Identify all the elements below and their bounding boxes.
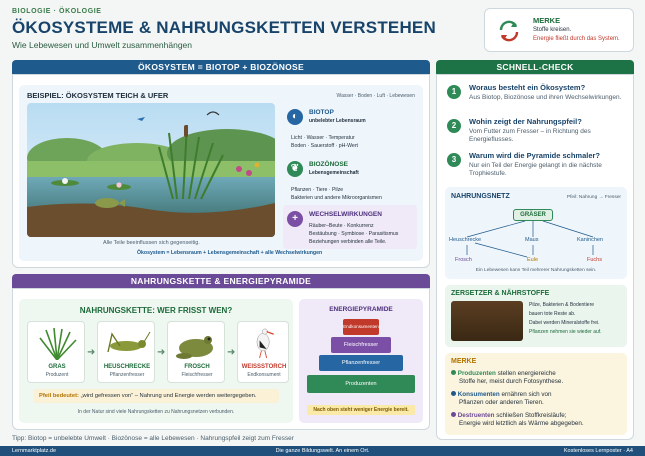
decomposer-title: ZERSETZER & NÄHRSTOFFE: [451, 290, 550, 297]
decomposer-line2: bauen tote Reste ab.: [529, 311, 576, 317]
pyramid-note: Nach oben steht weniger Energie bereit.: [307, 405, 415, 415]
chain-card-weissstorch: [237, 321, 289, 383]
check-answer: Vom Futter zum Fresser – in Richtung des Energieflusses.: [469, 128, 591, 143]
merke-item: [451, 391, 621, 407]
merke-item: [451, 412, 625, 428]
wechsel-line2: Bestäubung · Symbiose · Parasitismus: [309, 231, 399, 237]
check-number: 2: [447, 119, 461, 133]
chain-card-name: GRAS: [48, 364, 66, 370]
biotop-sub: unbelebter Lebensraum: [309, 118, 366, 124]
eco-panel: [12, 74, 430, 268]
pyramid-level: Endkonsumenten: [343, 319, 379, 335]
food-web-node: Eule: [527, 257, 539, 263]
chain-card-role: Pflanzenfresser: [109, 372, 145, 378]
plus-icon: +: [287, 211, 303, 227]
bullet-icon: [451, 412, 456, 417]
food-chain-title: NAHRUNGSKETTE: WER FRISST WEN?: [79, 306, 233, 315]
biozoenose-box: [283, 155, 417, 203]
chain-card-role: Endkonsument: [247, 372, 281, 378]
merke-key: Produzenten: [457, 370, 496, 377]
wechsel-title: WECHSELWIRKUNGEN: [309, 211, 382, 218]
merke-title: MERKE: [451, 358, 477, 365]
food-panel: [12, 288, 430, 430]
cycle-arrows-icon: [497, 19, 521, 43]
pyramid-title: ENERGIEPYRAMIDE: [329, 306, 393, 313]
grasshopper-icon: [102, 326, 152, 360]
stork-icon: [242, 326, 286, 360]
merke-top-line1: Stoffe kreisen.: [533, 27, 572, 33]
merke-item: [451, 370, 621, 386]
grass-icon: [32, 326, 82, 360]
food-web-box: [445, 187, 627, 279]
arrow-meaning: [33, 389, 279, 403]
frog-icon: [172, 326, 222, 360]
pond-illustration: [27, 103, 275, 237]
pyramid-level: Fleischfresser: [331, 337, 391, 353]
food-chain-note: In der Natur sind viele Nahrungsketten zu Nahrungsnetzen verbunden.: [77, 409, 235, 415]
chain-card-name: FROSCH: [184, 364, 210, 370]
arrow-meaning-text: „wird gefressen von“ – Nahrung und Energie werden weitergegeben.: [78, 393, 257, 399]
biotop-line2: Boden · Sauerstoff · pH-Wert: [291, 143, 358, 149]
check-answer: Aus Biotop, Biozönose und ihren Wechselwirkungen.: [469, 94, 622, 101]
soil-image: [451, 301, 523, 341]
eco-heading: BEISPIEL: ÖKOSYSTEM TEICH & UFER: [27, 91, 169, 100]
pyramid-level: Produzenten: [307, 375, 415, 393]
wechselwirkungen-box: [283, 205, 417, 249]
chain-card-heuschrecke: [97, 321, 155, 383]
food-web-node: Fuchs: [587, 257, 602, 263]
chain-card-role: Fleischfresser: [181, 372, 213, 378]
check-number: 1: [447, 85, 461, 99]
page-title: ÖKOSYSTEME & NAHRUNGSKETTEN VERSTEHEN: [12, 18, 436, 37]
merke-rest: ernähren sich von: [499, 391, 552, 398]
eco-summary: Ökosystem = Lebensraum + Lebensgemeinschaft + alle Wechselwirkungen: [137, 250, 323, 256]
merke-top-box: [484, 8, 634, 52]
food-web-root: GRÄSER: [513, 209, 553, 221]
merke-top-title: MERKE: [533, 16, 561, 25]
bullet-icon: [451, 370, 456, 375]
food-web-note: Ein Lebewesen kann Teil mehrerer Nahrungsketten sein.: [475, 268, 597, 273]
merke-rest: stellen energiereiche: [495, 370, 556, 377]
food-web-node: Maus: [525, 237, 539, 243]
food-web-title: NAHRUNGSNETZ: [451, 193, 510, 200]
biozoenose-line1: Pflanzen · Tiere · Pilze: [291, 187, 344, 193]
food-web-node: Frosch: [455, 257, 472, 263]
bullet-icon: [451, 391, 456, 396]
wechsel-line1: Räuber–Beute · Konkurrenz: [309, 223, 374, 229]
chain-card-frosch: [167, 321, 225, 383]
check-number: 3: [447, 153, 461, 167]
biotop-box: [283, 103, 417, 153]
energy-pyramid: [299, 299, 423, 423]
food-web-node: Heuschrecke: [449, 237, 482, 243]
wechsel-line3: Beziehungen verbinden alle Teile.: [309, 239, 387, 245]
arrow-right-icon: ➜: [157, 347, 166, 358]
merke-top-line2: Energie fließt durch das System.: [533, 36, 620, 42]
footer-tagline: Die ganze Bildungswelt. An einem Ort.: [275, 448, 370, 454]
merke-key: Konsumenten: [457, 391, 500, 398]
check-question: Warum wird die Pyramide schmaler?: [469, 151, 601, 160]
biozoenose-title: BIOZÖNOSE: [309, 161, 349, 168]
merke-line2: Stoffe her, meist durch Fotosynthese.: [459, 378, 564, 385]
check-question: Woraus besteht ein Ökosystem?: [469, 83, 586, 92]
biozoenose-line2: Bakterien und andere Mikroorganismen: [291, 195, 382, 201]
footer: [0, 446, 645, 456]
food-section-bar: NAHRUNGSKETTE & ENERGIEPYRAMIDE: [12, 274, 430, 288]
leaf-icon: ❦: [287, 161, 303, 177]
footer-note: Kostenloses Lernposter · A4: [563, 448, 633, 454]
eco-section-bar: ÖKOSYSTEM = BIOTOP + BIOZÖNOSE: [12, 60, 430, 74]
check-item: [445, 83, 629, 121]
eco-inner: [19, 85, 423, 261]
food-web-legend: Pfeil: Nahrung → Fresser: [566, 195, 621, 200]
check-question: Wohin zeigt der Nahrungspfeil?: [469, 117, 582, 126]
biozoenose-sub: Lebensgemeinschaft: [309, 170, 359, 176]
check-item: [445, 117, 629, 155]
decomposer-line4: Pflanzen nehmen sie wieder auf.: [529, 329, 602, 335]
footer-brand-link[interactable]: Lernmarktplatz.de: [12, 448, 57, 454]
chain-card-name: HEUSCHRECKE: [103, 364, 151, 370]
biotop-line1: Licht · Wasser · Temperatur: [291, 135, 355, 141]
biotop-title: BIOTOP: [309, 109, 334, 116]
kicker: BIOLOGIE · ÖKOLOGIE: [12, 8, 102, 15]
water-drop-icon: ◐: [287, 109, 303, 125]
merke-line2: Pflanzen oder anderen Tieren.: [459, 399, 544, 406]
check-answer: Nur ein Teil der Energie gelangt in die nächste Trophiestufe.: [469, 162, 602, 177]
check-section-bar: SCHNELL-CHECK: [436, 60, 634, 74]
merke-line2: Energie wird letztlich als Wärme abgegeben.: [459, 420, 584, 427]
check-item: [445, 151, 629, 189]
chain-card-role: Produzent: [45, 372, 69, 378]
food-web-node: Kaninchen: [577, 237, 603, 243]
decomposer-line1: Pilze, Bakterien & Bodentiere: [529, 302, 595, 308]
arrow-right-icon: ➜: [227, 347, 236, 358]
decomposer-line3: Dabei werden Mineralstoffe frei.: [529, 320, 600, 326]
eco-caption: Alle Teile beeinflussen sich gegenseitig.: [103, 240, 200, 246]
arrow-meaning-key: Pfeil bedeutet:: [39, 393, 79, 399]
check-panel: [436, 74, 634, 440]
chain-card-gras: [27, 321, 85, 383]
page-subtitle: Wie Lebewesen und Umwelt zusammenhängen: [12, 40, 193, 50]
food-web-arrows: [445, 187, 627, 279]
decomposer-box: [445, 285, 627, 347]
tip-line: Tipp: Biotop = unbelebte Umwelt · Biozönose = alle Lebewesen · Nahrungspfeil zeigt zum Fresser: [12, 435, 294, 442]
chain-card-name: WEISSSTORCH: [241, 364, 287, 370]
merke-rest: schließen Stoffkreisläufe;: [494, 412, 567, 419]
arrow-right-icon: ➜: [87, 347, 96, 358]
food-chain-box: [19, 299, 293, 423]
merke-key: Destruenten: [457, 412, 495, 419]
eco-tags: Wasser · Boden · Luft · Lebewesen: [336, 93, 415, 99]
pyramid-level: Pflanzenfresser: [319, 355, 403, 371]
merke-box: [445, 353, 627, 435]
